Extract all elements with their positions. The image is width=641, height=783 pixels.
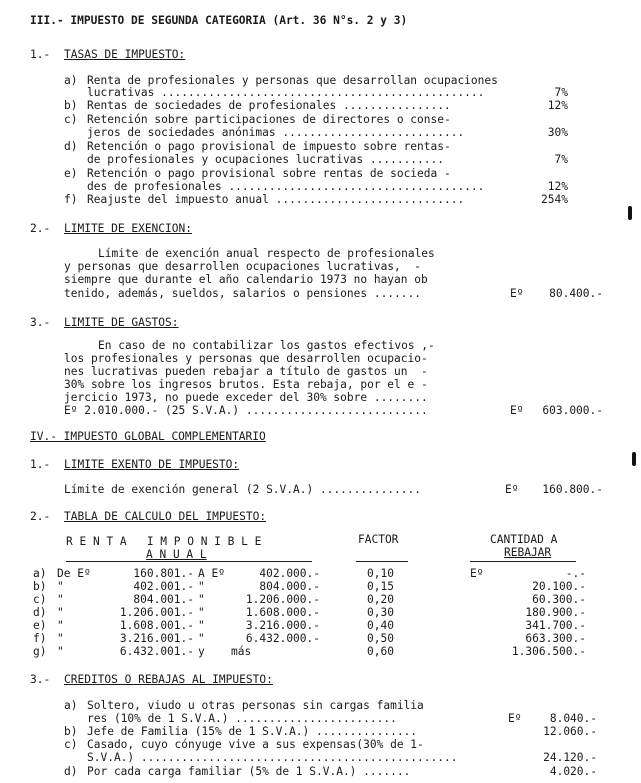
tasa-text: de profesionales y ocupaciones lucrativas ........... — [87, 153, 444, 166]
table-row-factor: 0,30 — [367, 606, 394, 619]
section-iii-title: III.- IMPUESTO DE SEGUNDA CATEGORIA (Art. 36 N°s. 2 y 3) — [30, 14, 408, 27]
s3-1-heading: TASAS DE IMPUESTO: — [64, 48, 186, 61]
col-cantidad-subheader: REBAJAR — [504, 546, 552, 559]
tasa-value: 30% — [547, 126, 568, 139]
table-row-sep: " — [198, 619, 205, 632]
table-row-from: 160.801.- — [133, 567, 194, 580]
col-renta-subheader: A N U A L — [146, 548, 207, 561]
s4-2-num: 2.- — [30, 510, 51, 523]
tasa-letter: f) — [64, 193, 78, 206]
table-row-sep: " — [198, 606, 205, 619]
s3-3-heading: LIMITE DE GASTOS: — [64, 316, 179, 329]
table-row-letter: d) — [33, 606, 47, 619]
gastos-text: jercicio 1973, no puede exceder del 30% sobre ........ — [64, 391, 428, 404]
tasa-value: 254% — [541, 193, 568, 206]
credito-value: 24.120.- — [543, 751, 597, 764]
table-row-to: 804.000.- — [259, 580, 320, 593]
s4-3-num: 3.- — [30, 673, 51, 686]
renta-rule — [66, 561, 312, 562]
s3-2-num: 2.- — [30, 222, 51, 235]
table-row-prefix: De Eº — [57, 567, 91, 580]
table-row-from: 1.206.001.- — [119, 606, 194, 619]
gastos-text: nes lucrativas pueden rebajar a título de gastos un - — [64, 365, 428, 378]
table-row-cantidad: 60.300.- — [532, 593, 586, 606]
scan-edge-mark — [628, 206, 632, 220]
credito-text: Por cada carga familiar (5% de 1 S.V.A.) ....... — [87, 765, 411, 778]
table-row-cantidad: 180.900.- — [525, 606, 586, 619]
table-row-letter: c) — [33, 593, 47, 606]
table-row-cantidad: 20.100.- — [532, 580, 586, 593]
section-iv-title: IV.- IMPUESTO GLOBAL COMPLEMENTARIO — [30, 430, 266, 443]
tasa-value: 12% — [547, 99, 568, 112]
table-row-factor: 0,20 — [367, 593, 394, 606]
tasa-letter: d) — [64, 140, 78, 153]
tasa-letter: a) — [64, 74, 78, 87]
table-row-letter: f) — [33, 632, 47, 645]
s4-3-heading: CREDITOS O REBAJAS AL IMPUESTO: — [64, 673, 273, 686]
scan-edge-mark — [632, 452, 636, 466]
table-row-factor: 0,40 — [367, 619, 394, 632]
table-row-to: 402.000.- — [259, 567, 320, 580]
credito-text: Casado, cuyo cónyuge vive a sus expensas(30% de 1- — [87, 738, 424, 751]
table-row-to: 1.608.000.- — [245, 606, 320, 619]
table-row-from: 1.608.001.- — [119, 619, 194, 632]
table-row-factor: 0,10 — [367, 567, 394, 580]
tasa-text: jeros de sociedades anónimas ........................... — [87, 126, 465, 139]
table-row-letter: b) — [33, 580, 47, 593]
s4-1-num: 1.- — [30, 458, 51, 471]
tasa-text: Renta de profesionales y personas que desarrollan ocupaciones — [87, 74, 498, 87]
tasa-letter: b) — [64, 99, 78, 112]
table-row-prefix: " — [57, 645, 64, 658]
credito-value: 12.060.- — [543, 725, 597, 738]
gastos-text: los profesionales y personas que desarrollen ocupacio- — [64, 352, 428, 365]
credito-currency: Eº — [508, 712, 522, 725]
exencion-text: siempre que durante el año calendario 1973 no hayan ob — [64, 273, 428, 286]
exento-text: Límite de exención general (2 S.V.A.) ............... — [64, 483, 421, 496]
table-row-from: 3.216.001.- — [119, 632, 194, 645]
gastos-text: Eº 2.010.000.- (25 S.V.A.) ........................... — [64, 404, 428, 417]
table-row-letter: a) — [33, 567, 47, 580]
tasa-text: lucrativas ................................................ — [87, 86, 485, 99]
s3-1-num: 1.- — [30, 48, 51, 61]
col-cantidad-header: CANTIDAD A — [490, 533, 558, 546]
table-row-to: 1.206.000.- — [245, 593, 320, 606]
credito-letter: c) — [64, 738, 78, 751]
credito-text: Soltero, viudo u otras personas sin cargas familia — [87, 699, 424, 712]
tasa-text: Rentas de sociedades de profesionales ................ — [87, 99, 451, 112]
table-row-to: 3.216.000.- — [245, 619, 320, 632]
table-row-cur: Eº — [470, 567, 484, 580]
credito-value: 8.040.- — [549, 712, 597, 725]
table-row-sep: " — [198, 632, 205, 645]
table-row-to: 6.432.000.- — [245, 632, 320, 645]
exencion-text: y personas que desarrollen ocupaciones lucrativas, - — [64, 260, 421, 273]
table-row-sep: y — [198, 645, 205, 658]
s4-1-heading: LIMITE EXENTO DE IMPUESTO: — [64, 458, 240, 471]
factor-rule — [356, 561, 408, 562]
tasa-text: Retención o pago provisional de impuesto sobre rentas- — [87, 140, 451, 153]
s3-2-heading: LIMITE DE EXENCION: — [64, 222, 192, 235]
tasa-letter: c) — [64, 113, 78, 126]
table-row-prefix: " — [57, 632, 64, 645]
tasa-text: Retención o pago provisional sobre rentas de socieda - — [87, 167, 451, 180]
table-row-prefix: " — [57, 606, 64, 619]
credito-letter: a) — [64, 699, 78, 712]
table-row-letter: e) — [33, 619, 47, 632]
table-row-sep: " — [198, 593, 205, 606]
table-row-sep: " — [198, 580, 205, 593]
tasa-text: des de profesionales ...................................... — [87, 180, 485, 193]
gastos-text: En caso de no contabilizar los gastos efectivos ,- — [98, 339, 435, 352]
table-row-cantidad: 663.300.- — [525, 632, 586, 645]
tasa-value: 7% — [554, 86, 568, 99]
gastos-amount: 603.000.- — [542, 404, 603, 417]
credito-text: Jefe de Familia (15% de 1 S.V.A.) ............... — [87, 725, 418, 738]
table-row-prefix: " — [57, 619, 64, 632]
table-row-factor: 0,15 — [367, 580, 394, 593]
table-row-factor: 0,60 — [367, 645, 394, 658]
exento-currency: Eº — [505, 483, 519, 496]
col-renta-header: R E N T A I M P O N I B L E — [66, 535, 262, 548]
table-row-to: más — [231, 645, 252, 658]
table-row-from: 804.001.- — [133, 593, 194, 606]
table-row-from: 402.001.- — [133, 580, 194, 593]
table-row-cantidad: 1.306.500.- — [511, 645, 586, 658]
exencion-text: Límite de exención anual respecto de profesionales — [98, 247, 435, 260]
credito-letter: d) — [64, 765, 78, 778]
tasa-text: Reajuste del impuesto anual ............................ — [87, 193, 465, 206]
tasa-letter: e) — [64, 167, 78, 180]
table-row-prefix: " — [57, 593, 64, 606]
table-row-from: 6.432.001.- — [119, 645, 194, 658]
credito-letter: b) — [64, 725, 78, 738]
gastos-currency: Eº — [510, 404, 524, 417]
exento-amount: 160.800.- — [542, 483, 603, 496]
credito-text: res (10% de 1 S.V.A.) ........................ — [87, 712, 397, 725]
table-row-letter: g) — [33, 645, 47, 658]
table-row-cantidad: 341.700.- — [525, 619, 586, 632]
credito-text: S.V.A.) ............................................... — [87, 751, 458, 764]
exencion-amount: 80.400.- — [549, 287, 603, 300]
exencion-text: tenido, además, sueldos, salarios o pensiones ....... — [64, 287, 421, 300]
cantidad-rule — [470, 561, 576, 562]
credito-value: 4.020.- — [549, 765, 597, 778]
exencion-currency: Eº — [510, 287, 524, 300]
table-row-sep: A Eº — [198, 567, 225, 580]
table-row-prefix: " — [57, 580, 64, 593]
gastos-text: 30% sobre los ingresos brutos. Esta rebaja, por el e - — [64, 378, 428, 391]
tasa-value: 12% — [547, 180, 568, 193]
s3-3-num: 3.- — [30, 316, 51, 329]
col-factor-header: FACTOR — [358, 533, 399, 546]
table-row-factor: 0,50 — [367, 632, 394, 645]
tasa-value: 7% — [554, 153, 568, 166]
s4-2-heading: TABLA DE CALCULO DEL IMPUESTO: — [64, 510, 267, 523]
table-row-cantidad: -.- — [565, 567, 586, 580]
tasa-text: Retención sobre participaciones de directores o conse- — [87, 113, 451, 126]
